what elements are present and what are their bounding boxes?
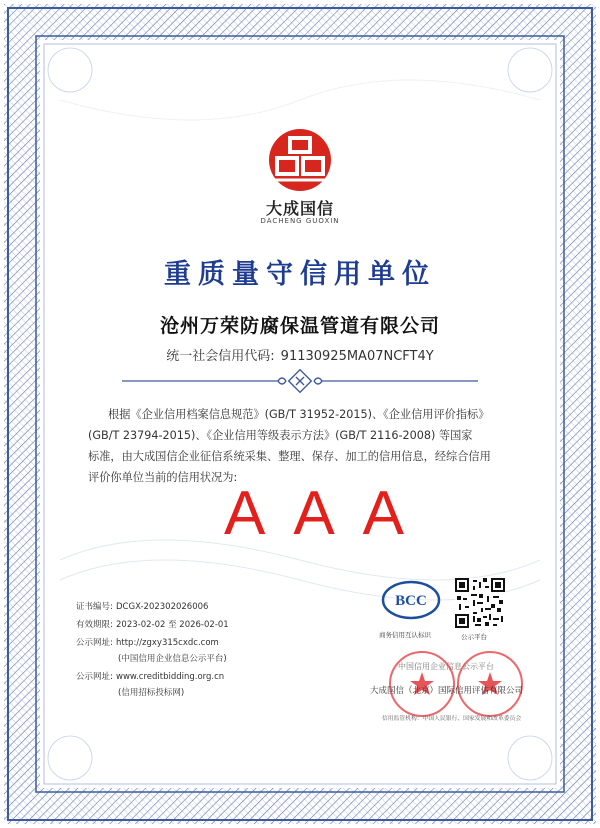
company-name: 沧州万荣防腐保温管道有限公司 xyxy=(159,315,440,337)
regulator-footer: 信用监管机构：中国人民银行、国家发展和改革委员会 xyxy=(382,716,522,722)
body-line-1: 根据《企业信用档案信息规范》(GB/T 31952-2015)、《企业信用评价指标》 xyxy=(108,408,490,421)
credit-code-label: 统一社会信用代码: xyxy=(166,349,275,364)
certificate-title: 重质量守信用单位 xyxy=(164,259,436,290)
qr-code[interactable] xyxy=(455,578,505,628)
ornament-divider xyxy=(122,366,478,396)
site2-link[interactable]: www.creditbidding.org.cn xyxy=(116,672,225,682)
body-line-3: 标准，由大成国信企业征信系统采集、整理、保存、加工的信用信息，经综合信用 xyxy=(88,450,491,463)
stamp-line-2: 大成国信（北京）国际信用评估有限公司 xyxy=(370,686,524,696)
site1-link[interactable]: http://zgxy315cxdc.com xyxy=(116,638,219,648)
credit-code-row xyxy=(0,345,600,364)
brand-name-en: DACHENG GUOXIN xyxy=(260,217,340,225)
validity-label: 有效期限: xyxy=(76,620,113,630)
validity-value: 2023-02-02 至 2026-02-01 xyxy=(116,620,229,630)
brand-name-cn: 大成国信 xyxy=(265,199,334,218)
site1-note-row xyxy=(76,652,227,664)
brand-seal-logo xyxy=(268,128,332,192)
site2-note: (信用招标投标网) xyxy=(118,688,185,698)
bcc-caption: 商务信用互认标识 xyxy=(379,631,431,639)
site2-label: 公示网址: xyxy=(76,672,113,682)
site2-note-row xyxy=(76,686,184,698)
site1-note: (中国信用企业信息公示平台) xyxy=(118,654,227,664)
bcc-logo xyxy=(381,580,441,620)
site2-row xyxy=(76,670,224,682)
certificate-body xyxy=(88,404,512,488)
cert-number-value: DCGX-202302026006 xyxy=(116,602,209,612)
body-line-2: (GB/T 23794-2015)、《企业信用等级表示方法》(GB/T 2116-2008) 等国家 xyxy=(88,429,473,442)
bcc-logo-text: BCC xyxy=(395,593,427,609)
site1-row xyxy=(76,636,219,648)
body-line-4: 评价你单位当前的信用状况为: xyxy=(88,471,238,484)
cert-number-row xyxy=(76,600,208,612)
validity-row xyxy=(76,618,229,630)
site1-label: 公示网址: xyxy=(76,638,113,648)
cert-number-label: 证书编号: xyxy=(76,602,113,612)
credit-code-value: 91130925MA07NCFT4Y xyxy=(280,349,434,364)
stamp-line-1: 中国信用企业信息公示平台 xyxy=(398,662,494,671)
qr-caption: 公示平台 xyxy=(461,633,487,641)
credit-grade: AAA xyxy=(223,479,433,548)
